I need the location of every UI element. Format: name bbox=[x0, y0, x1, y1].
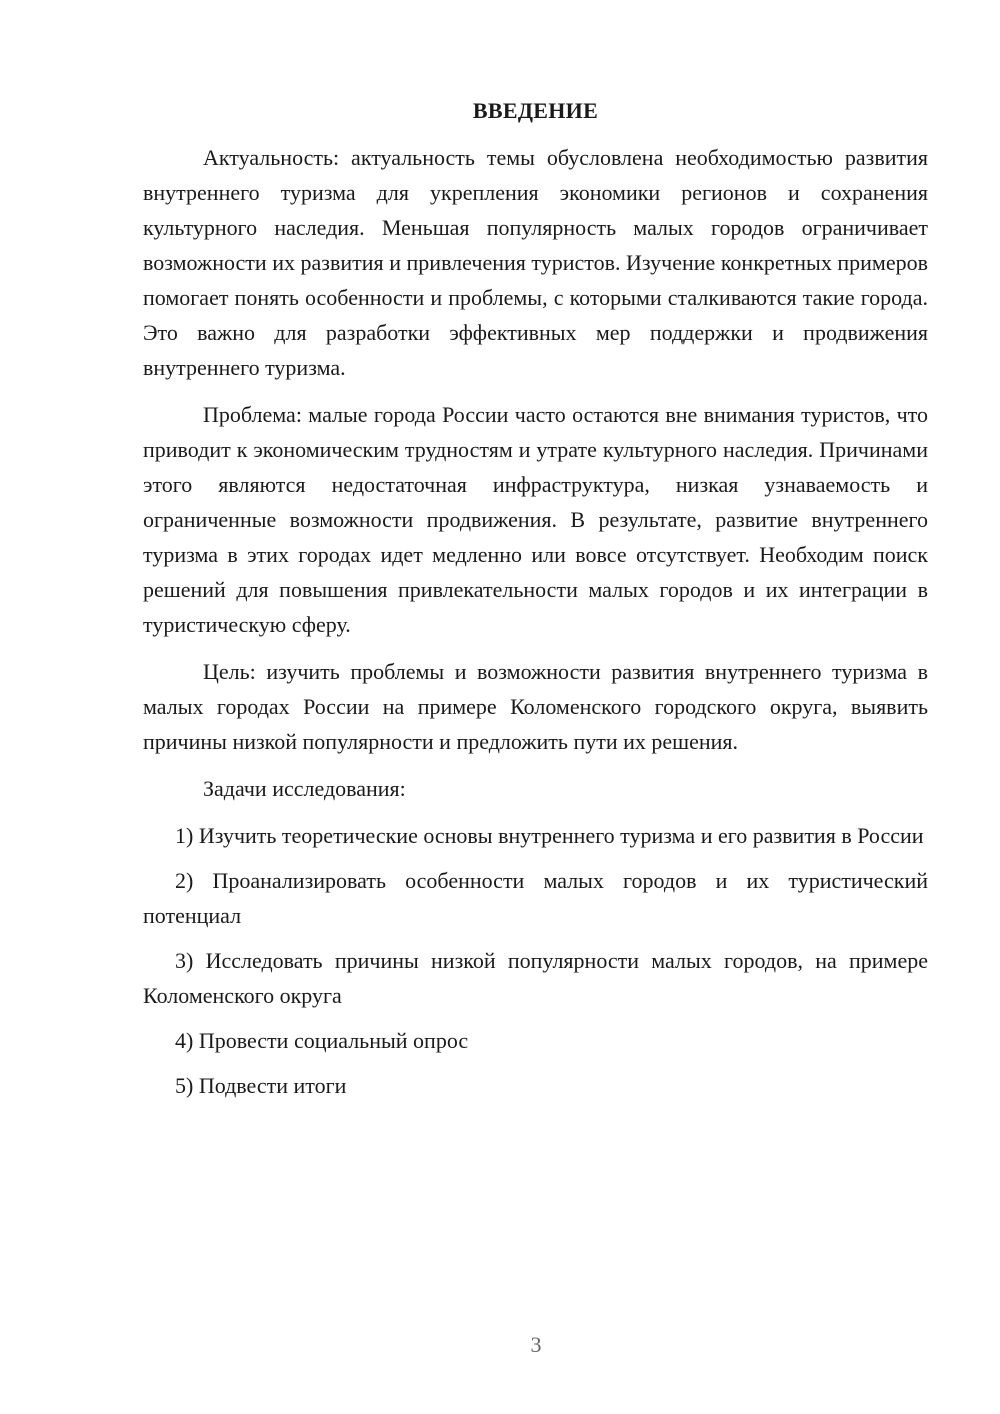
task-item-4: 4) Провести социальный опрос bbox=[175, 1028, 469, 1053]
task-item-2: 2) Проанализировать особенности малых городов и их туристический потенциал bbox=[143, 868, 928, 928]
task-item-3: 3) Исследовать причины низкой популярности малых городов, на примере Коломенского округа bbox=[143, 948, 928, 1008]
section-title: ВВЕДЕНИЕ bbox=[472, 98, 599, 123]
task-item-1: 1) Изучить теоретические основы внутреннего туризма и его развития в России bbox=[175, 823, 924, 848]
document-body bbox=[143, 93, 928, 1113]
paragraph-relevance: Актуальность: актуальность темы обусловлена необходимостью развития внутреннего туризма для укрепления экономики регионов и сохранения культурного наследия. Меньшая популярность малых городов ограничивает возможности их развития и привлечения туристов. Изучение конкретных примеров помогает понять особенности и проблемы, с которыми сталкиваются такие города. Это важно для разработки эффективных мер поддержки и продвижения внутреннего туризма. bbox=[143, 145, 928, 380]
paragraph-goal: Цель: изучить проблемы и возможности развития внутреннего туризма в малых городах России на примере Коломенского городского округа, выявить причины низкой популярности и предложить пути их решения. bbox=[143, 659, 928, 754]
task-item-5: 5) Подвести итоги bbox=[175, 1073, 347, 1098]
tasks-heading: Задачи исследования: bbox=[203, 776, 406, 801]
page-number: 3 bbox=[530, 1332, 542, 1357]
paragraph-problem: Проблема: малые города России часто остаются вне внимания туристов, что приводит к экономическим трудностям и утрате культурного наследия. Причинами этого являются недостаточная инфраструктура, низкая узнаваемость и ограниченные возможности продвижения. В результате, развитие внутреннего туризма в этих городах идет медленно или вовсе отсутствует. Необходим поиск решений для повышения привлекательности малых городов и их интеграции в туристическую сферу. bbox=[143, 402, 928, 637]
